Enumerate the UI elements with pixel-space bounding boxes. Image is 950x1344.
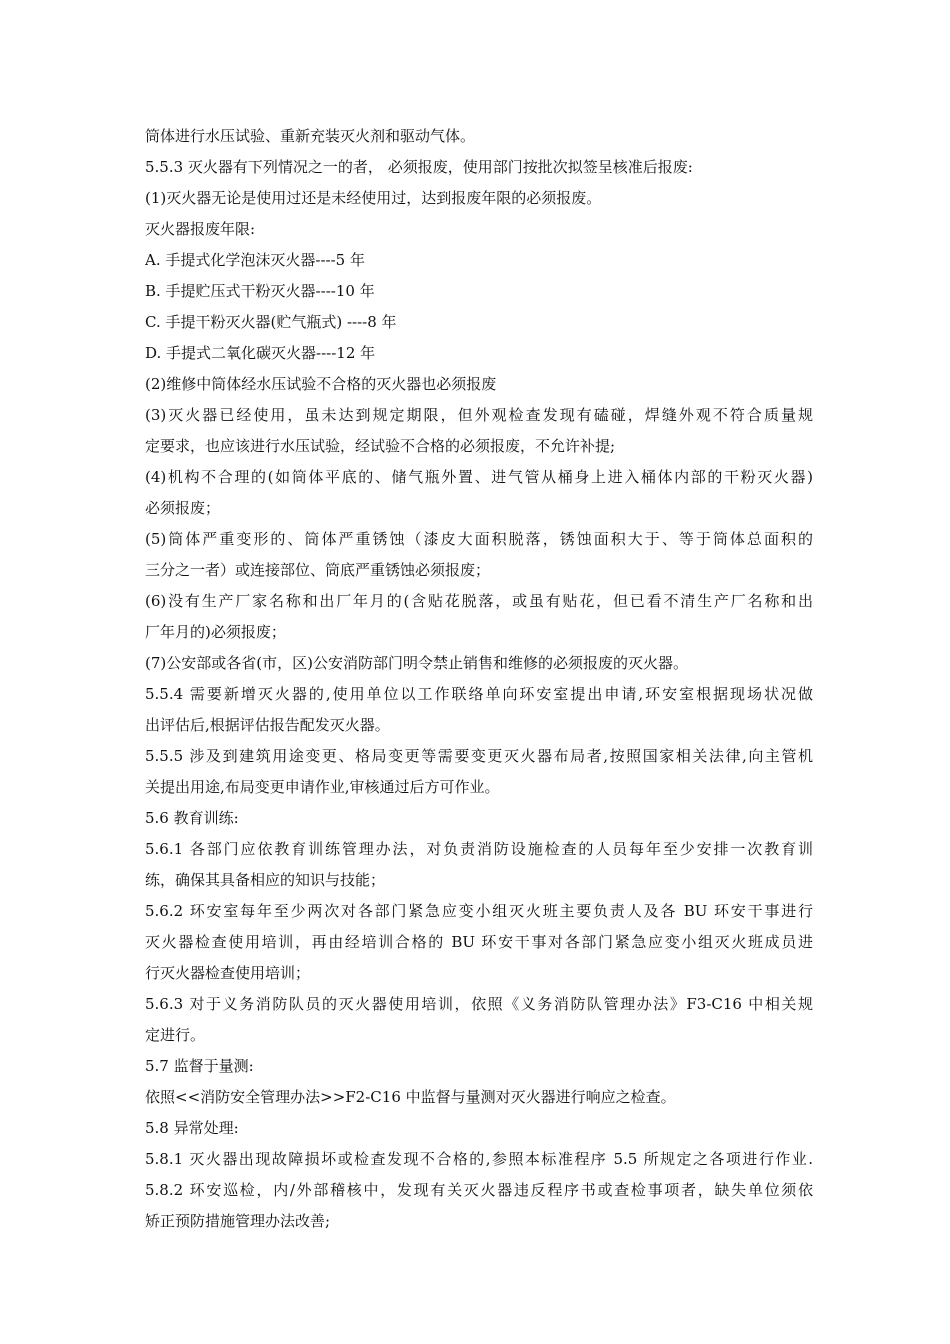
text-line: D. 手提式二氧化碳灭火器----12 年 — [145, 344, 376, 362]
text-line: 5.6 教育训练: — [145, 809, 239, 827]
text-line: 灭火器报废年限: — [145, 220, 256, 238]
text-line: (2)维修中筒体经水压试验不合格的灭火器也必须报废 — [145, 375, 497, 393]
text-line: 5.8.2 环安巡检，内/外部稽核中，发现有关灭火器违反程序书或查检事项者，缺失单位须依 — [145, 1181, 813, 1199]
text-line: (5)筒体严重变形的、筒体严重锈蚀（漆皮大面积脱落，锈蚀面积大于、等于筒体总面积的 — [145, 530, 813, 548]
text-line: 5.6.1 各部门应依教育训练管理办法，对负责消防设施检查的人员每年至少安排一次教育训 — [145, 840, 813, 858]
text-line: 依照<<消防安全管理办法>>F2-C16 中监督与量测对灭火器进行响应之检查。 — [145, 1088, 676, 1106]
text-line: 5.5.5 涉及到建筑用途变更、格局变更等需要变更灭火器布局者,按照国家相关法律,向主管机 — [145, 747, 813, 765]
text-line: A. 手提式化学泡沫灭火器----5 年 — [145, 251, 365, 269]
text-line: 厂年月的)必须报废； — [145, 623, 286, 641]
text-line: (7)公安部或各省(市，区)公安消防部门明令禁止销售和维修的必须报废的灭火器。 — [145, 654, 688, 672]
text-line: 三分之一者）或连接部位、筒底严重锈蚀必须报废； — [145, 561, 491, 579]
text-line: 5.5.4 需要新增灭火器的,使用单位以工作联络单向环安室提出申请,环安室根据现场状况做 — [145, 685, 813, 703]
text-line: C. 手提干粉灭火器(贮气瓶式) ----8 年 — [145, 313, 397, 331]
text-line: 定要求，也应该进行水压试验，经试验不合格的必须报废，不允许补提; — [145, 437, 616, 455]
text-line: 5.8.1 灭火器出现故障损坏或检查发现不合格的,参照本标准程序 5.5 所规定之各项进行作业. — [145, 1150, 813, 1168]
text-line: 5.8 异常处理: — [145, 1119, 239, 1137]
text-line: 定进行。 — [145, 1026, 206, 1044]
text-line: 必须报废； — [145, 499, 221, 517]
text-line: 5.7 监督于量测: — [145, 1057, 254, 1075]
text-line: B. 手提贮压式干粉灭火器----10 年 — [145, 282, 375, 300]
text-line: 关提出用途,布局变更申请作业,审核通过后方可作业。 — [145, 778, 500, 796]
text-line: (4)机构不合理的(如筒体平底的、储气瓶外置、进气管从桶身上进入桶体内部的干粉灭火器) — [145, 468, 813, 486]
text-line: 行灭火器检查使用培训； — [145, 964, 311, 982]
text-line: (1)灭火器无论是使用过还是未经使用过，达到报废年限的必须报废。 — [145, 189, 602, 207]
text-line: 5.6.2 环安室每年至少两次对各部门紧急应变小组灭火班主要负责人及各 BU 环安干事进行 — [145, 902, 813, 920]
text-line: 5.5.3 灭火器有下列情况之一的者， 必须报废，使用部门按批次拟签呈核准后报废: — [145, 158, 693, 176]
text-line: 练，确保其具备相应的知识与技能； — [145, 871, 386, 889]
text-line: 出评估后,根据评估报告配发灭火器。 — [145, 716, 390, 734]
text-line: 5.6.3 对于义务消防队员的灭火器使用培训，依照《义务消防队管理办法》F3-C16 中相关规 — [145, 995, 813, 1013]
text-line: (3)灭火器已经使用，虽未达到规定期限，但外观检查发现有磕碰，焊缝外观不符合质量规 — [145, 406, 813, 424]
text-line: 矫正预防措施管理办法改善; — [145, 1212, 331, 1230]
document-page — [145, 121, 813, 1237]
text-line: 筒体进行水压试验、重新充装灭火剂和驱动气体。 — [145, 127, 476, 145]
text-line: 灭火器检查使用培训，再由经培训合格的 BU 环安干事对各部门紧急应变小组灭火班成员进 — [145, 933, 813, 951]
text-line: (6)没有生产厂家名称和出厂年月的(含贴花脱落，或虽有贴花，但已看不清生产厂名称和出 — [145, 592, 813, 610]
